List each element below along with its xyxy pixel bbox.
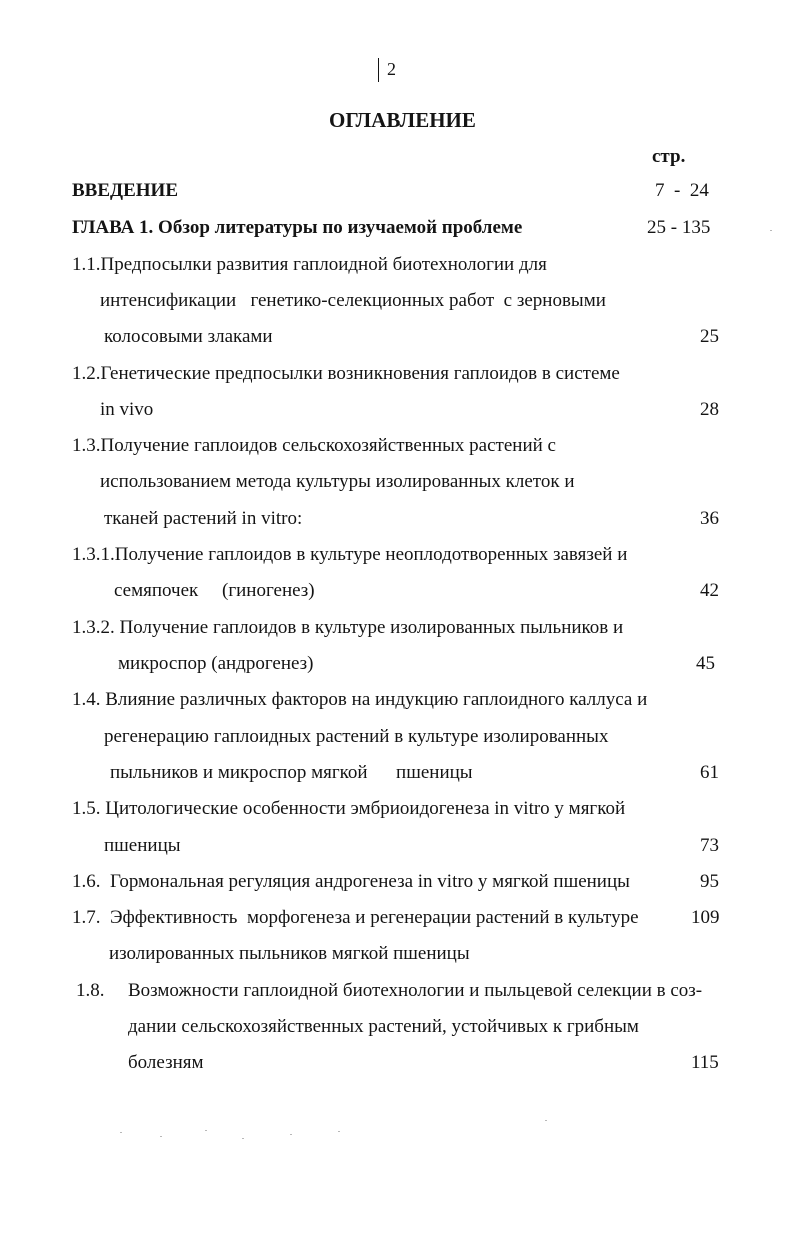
- toc-1-4-page: 61: [700, 762, 719, 783]
- page-title: ОГЛАВЛЕНИЕ: [329, 108, 476, 132]
- toc-1-4-line: 1.4. Влияние различных факторов на индукцию гаплоидного каллуса и: [72, 689, 648, 710]
- toc-intro-pages: 7 - 24: [655, 180, 709, 201]
- toc-1-3-line: 1.3.Получение гаплоидов сельскохозяйственных растений с: [72, 435, 556, 456]
- toc-1-2-page: 28: [700, 399, 719, 420]
- toc-1-3-page: 36: [700, 508, 719, 529]
- toc-1-3-2-line: 1.3.2. Получение гаплоидов в культуре изолированных пыльников и: [72, 617, 624, 638]
- toc-1-8-number: 1.8.: [76, 980, 105, 1001]
- toc-1-2-line: in vivo: [100, 399, 154, 420]
- toc-1-3-1-page: 42: [700, 580, 719, 601]
- toc-1-8-line: дании сельскохозяйственных растений, устойчивых к грибным: [128, 1016, 639, 1037]
- toc-1-7-page: 109: [691, 907, 720, 928]
- toc-1-3-1-line: семяпочек (гиногенез): [114, 580, 315, 601]
- page-number: 2: [387, 59, 396, 79]
- toc-1-8-line: болезням: [128, 1052, 204, 1073]
- toc-1-6-page: 95: [700, 871, 719, 892]
- toc-intro-label: ВВЕДЕНИЕ: [72, 180, 178, 201]
- toc-1-3-2-line: микроспор (андрогенез): [118, 653, 314, 674]
- toc-chapter1-label: ГЛАВА 1. Обзор литературы по изучаемой проблеме: [72, 217, 523, 238]
- toc-1-3-line: использованием метода культуры изолированных клеток и: [100, 471, 575, 492]
- toc-1-3-1-line: 1.3.1.Получение гаплоидов в культуре неоплодотворенных завязей и: [72, 544, 628, 565]
- toc-1-3-line: тканей растений in vitro:: [104, 508, 303, 529]
- toc-1-5-line: 1.5. Цитологические особенности эмбриоидогенеза in vitro у мягкой: [72, 798, 626, 819]
- toc-1-6-line: 1.6. Гормональная регуляция андрогенеза in vitro у мягкой пшеницы: [72, 871, 630, 892]
- toc-1-7-line: изолированных пыльников мягкой пшеницы: [109, 943, 470, 964]
- toc-1-4-line: регенерацию гаплоидных растений в культуре изолированных: [104, 726, 609, 747]
- toc-1-1-page: 25: [700, 326, 719, 347]
- pages-column-header: стр.: [652, 146, 686, 167]
- toc-1-4-line: пыльников и микроспор мягкой пшеницы: [110, 762, 473, 783]
- page-number-bar: [378, 58, 379, 82]
- toc-1-1-line: 1.1.Предпосылки развития гаплоидной биотехнологии для: [72, 254, 547, 275]
- toc-1-5-line: пшеницы: [104, 835, 181, 856]
- toc-1-8-line: Возможности гаплоидной биотехнологии и пыльцевой селекции в соз-: [128, 980, 703, 1001]
- toc-1-2-line: 1.2.Генетические предпосылки возникновения гаплоидов в системе: [72, 363, 620, 384]
- toc-1-8-page: 115: [691, 1052, 719, 1073]
- toc-1-7-line: 1.7. Эффективность морфогенеза и регенерации растений в культуре: [72, 907, 639, 928]
- toc-1-3-2-page: 45: [696, 653, 715, 674]
- toc-1-1-line: интенсификации генетико-селекционных работ с зерновыми: [100, 290, 606, 311]
- toc-chapter1-pages: 25 - 135: [647, 217, 711, 238]
- toc-1-1-line: колосовыми злаками: [104, 326, 273, 347]
- toc-1-5-page: 73: [700, 835, 719, 856]
